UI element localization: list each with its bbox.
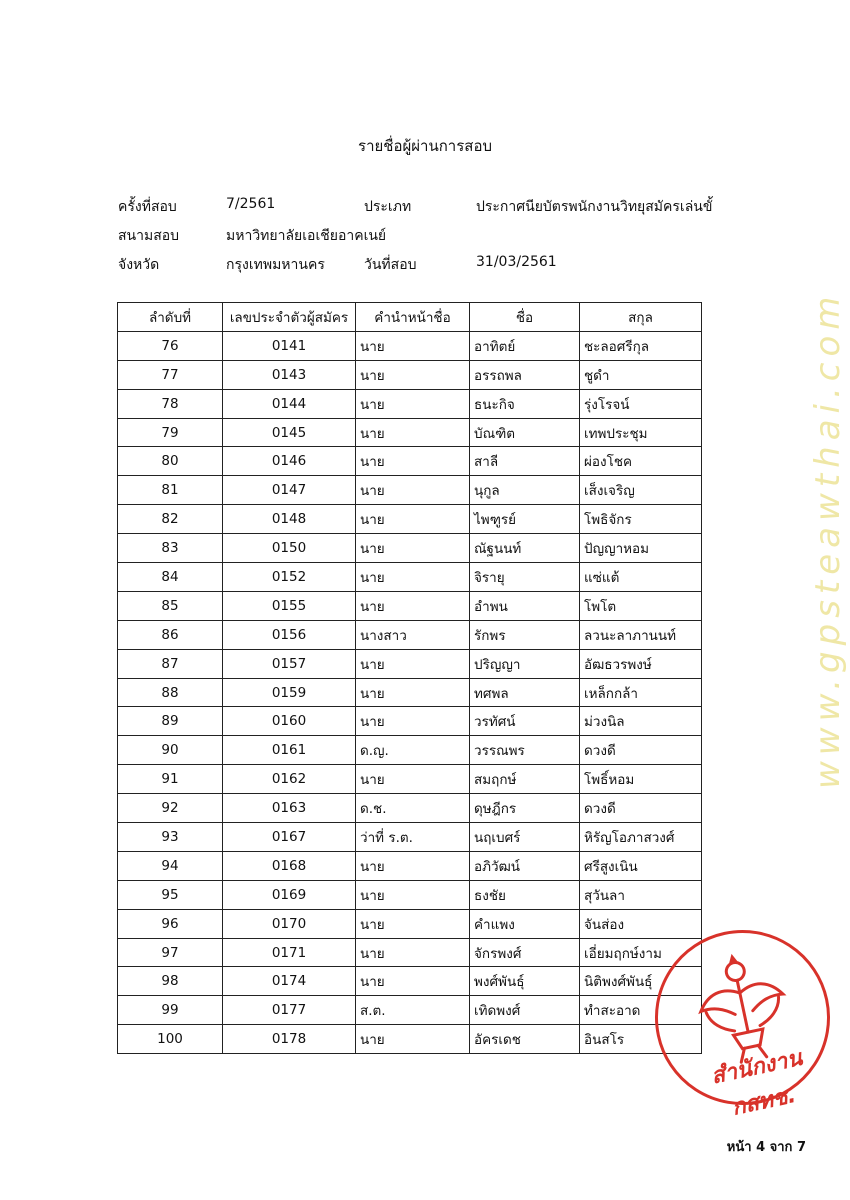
table-row bbox=[118, 476, 702, 505]
cell-last-name: ศรีสูงเนิน bbox=[580, 851, 702, 880]
cell-applicant-id: 0174 bbox=[223, 967, 356, 996]
cell-prefix: นาย bbox=[356, 389, 470, 418]
cell-applicant-id: 0177 bbox=[223, 996, 356, 1025]
cell-prefix: นาย bbox=[356, 563, 470, 592]
cell-applicant-id: 0160 bbox=[223, 707, 356, 736]
table-row bbox=[118, 534, 702, 563]
table-row bbox=[118, 996, 702, 1025]
cell-prefix: นาย bbox=[356, 851, 470, 880]
header-applicant-id: เลขประจำตัวผู้สมัคร bbox=[223, 303, 356, 332]
results-body bbox=[118, 331, 702, 1053]
table-row bbox=[118, 707, 702, 736]
round-label: ครั้งที่สอบ bbox=[118, 199, 177, 215]
table-row bbox=[118, 389, 702, 418]
cell-applicant-id: 0156 bbox=[223, 620, 356, 649]
cell-applicant-id: 0146 bbox=[223, 447, 356, 476]
cell-order: 89 bbox=[118, 707, 223, 736]
cell-order: 94 bbox=[118, 851, 223, 880]
cell-first-name: พงศ์พันธุ์ bbox=[470, 967, 580, 996]
cell-prefix: นาย bbox=[356, 967, 470, 996]
table-row bbox=[118, 360, 702, 389]
type-label: ประเภท bbox=[364, 199, 412, 215]
table-row bbox=[118, 967, 702, 996]
cell-order: 90 bbox=[118, 736, 223, 765]
cell-applicant-id: 0169 bbox=[223, 880, 356, 909]
cell-order: 78 bbox=[118, 389, 223, 418]
cell-order: 87 bbox=[118, 649, 223, 678]
cell-last-name: เอี่ยมฤกษ์งาม bbox=[580, 938, 702, 967]
cell-first-name: ดุษฎีกร bbox=[470, 794, 580, 823]
table-row bbox=[118, 649, 702, 678]
cell-first-name: ณัฐนนท์ bbox=[470, 534, 580, 563]
cell-prefix: นาย bbox=[356, 360, 470, 389]
header-order: ลำดับที่ bbox=[118, 303, 223, 332]
cell-first-name: อรรถพล bbox=[470, 360, 580, 389]
cell-order: 100 bbox=[118, 1025, 223, 1054]
watermark-text: www.gpsteawthai.com bbox=[808, 290, 848, 790]
results-table bbox=[117, 302, 702, 1054]
cell-last-name: ลวนะลาภานนท์ bbox=[580, 620, 702, 649]
table-row bbox=[118, 505, 702, 534]
cell-order: 79 bbox=[118, 418, 223, 447]
cell-prefix: นาย bbox=[356, 707, 470, 736]
cell-applicant-id: 0147 bbox=[223, 476, 356, 505]
province-value: กรุงเทพมหานคร bbox=[226, 257, 325, 273]
cell-first-name: ปริญญา bbox=[470, 649, 580, 678]
cell-prefix: ด.ช. bbox=[356, 794, 470, 823]
cell-order: 84 bbox=[118, 563, 223, 592]
venue-label: สนามสอบ bbox=[118, 228, 180, 244]
cell-first-name: บัณฑิต bbox=[470, 418, 580, 447]
cell-order: 99 bbox=[118, 996, 223, 1025]
table-row bbox=[118, 678, 702, 707]
cell-order: 97 bbox=[118, 938, 223, 967]
cell-first-name: ไพฑูรย์ bbox=[470, 505, 580, 534]
header-prefix: คำนำหน้าชื่อ bbox=[356, 303, 470, 332]
cell-order: 98 bbox=[118, 967, 223, 996]
cell-prefix: นาย bbox=[356, 678, 470, 707]
cell-last-name: หิรัญโอภาสวงศ์ bbox=[580, 823, 702, 852]
cell-first-name: ทศพล bbox=[470, 678, 580, 707]
cell-last-name: เทพประชุม bbox=[580, 418, 702, 447]
cell-first-name: อภิวัฒน์ bbox=[470, 851, 580, 880]
cell-first-name: สาลี bbox=[470, 447, 580, 476]
header-first-name: ชื่อ bbox=[470, 303, 580, 332]
cell-prefix: นางสาว bbox=[356, 620, 470, 649]
table-row bbox=[118, 620, 702, 649]
cell-last-name: ดวงดี bbox=[580, 736, 702, 765]
page-title: รายชื่อผู้ผ่านการสอบ bbox=[358, 137, 492, 155]
cell-first-name: ธงชัย bbox=[470, 880, 580, 909]
cell-last-name: ชะลอศรีกุล bbox=[580, 331, 702, 360]
cell-prefix: ส.ต. bbox=[356, 996, 470, 1025]
cell-first-name: นุกูล bbox=[470, 476, 580, 505]
cell-applicant-id: 0162 bbox=[223, 765, 356, 794]
cell-last-name: จันส่อง bbox=[580, 909, 702, 938]
table-row bbox=[118, 765, 702, 794]
cell-last-name: รุ่งโรจน์ bbox=[580, 389, 702, 418]
cell-order: 80 bbox=[118, 447, 223, 476]
cell-prefix: ว่าที่ ร.ต. bbox=[356, 823, 470, 852]
cell-applicant-id: 0163 bbox=[223, 794, 356, 823]
cell-applicant-id: 0155 bbox=[223, 591, 356, 620]
cell-applicant-id: 0168 bbox=[223, 851, 356, 880]
cell-order: 82 bbox=[118, 505, 223, 534]
cell-prefix: นาย bbox=[356, 505, 470, 534]
cell-order: 86 bbox=[118, 620, 223, 649]
cell-applicant-id: 0170 bbox=[223, 909, 356, 938]
table-row bbox=[118, 880, 702, 909]
cell-last-name: โพธิ์หอม bbox=[580, 765, 702, 794]
cell-applicant-id: 0159 bbox=[223, 678, 356, 707]
cell-prefix: นาย bbox=[356, 880, 470, 909]
page-number: หน้า 4 จาก 7 bbox=[726, 1140, 806, 1155]
cell-last-name: เหล็กกล้า bbox=[580, 678, 702, 707]
cell-order: 81 bbox=[118, 476, 223, 505]
cell-last-name: โพโต bbox=[580, 591, 702, 620]
cell-applicant-id: 0167 bbox=[223, 823, 356, 852]
table-row bbox=[118, 591, 702, 620]
cell-prefix: นาย bbox=[356, 331, 470, 360]
cell-last-name: ม่วงนิล bbox=[580, 707, 702, 736]
cell-first-name: รักพร bbox=[470, 620, 580, 649]
cell-applicant-id: 0145 bbox=[223, 418, 356, 447]
cell-prefix: ด.ญ. bbox=[356, 736, 470, 765]
cell-order: 91 bbox=[118, 765, 223, 794]
cell-applicant-id: 0152 bbox=[223, 563, 356, 592]
header-last-name: สกุล bbox=[580, 303, 702, 332]
cell-last-name: ชูดำ bbox=[580, 360, 702, 389]
cell-first-name: อัครเดช bbox=[470, 1025, 580, 1054]
table-row bbox=[118, 447, 702, 476]
cell-last-name: ปัญญาหอม bbox=[580, 534, 702, 563]
table-row bbox=[118, 851, 702, 880]
cell-prefix: นาย bbox=[356, 418, 470, 447]
cell-applicant-id: 0148 bbox=[223, 505, 356, 534]
cell-last-name: แซ่แต้ bbox=[580, 563, 702, 592]
venue-value: มหาวิทยาลัยเอเชียอาคเนย์ bbox=[226, 228, 387, 244]
cell-applicant-id: 0144 bbox=[223, 389, 356, 418]
table-row bbox=[118, 794, 702, 823]
exam-date-label: วันที่สอบ bbox=[364, 257, 417, 273]
cell-prefix: นาย bbox=[356, 938, 470, 967]
cell-first-name: เทิดพงศ์ bbox=[470, 996, 580, 1025]
cell-applicant-id: 0178 bbox=[223, 1025, 356, 1054]
cell-applicant-id: 0171 bbox=[223, 938, 356, 967]
cell-order: 77 bbox=[118, 360, 223, 389]
table-row bbox=[118, 331, 702, 360]
cell-prefix: นาย bbox=[356, 447, 470, 476]
cell-prefix: นาย bbox=[356, 591, 470, 620]
cell-first-name: จักรพงศ์ bbox=[470, 938, 580, 967]
table-row bbox=[118, 563, 702, 592]
cell-first-name: อาทิตย์ bbox=[470, 331, 580, 360]
seal-text: สำนักงาน กสทช. bbox=[709, 1045, 805, 1121]
cell-last-name: ทำสะอาด bbox=[580, 996, 702, 1025]
table-row bbox=[118, 938, 702, 967]
cell-last-name: เส็งเจริญ bbox=[580, 476, 702, 505]
cell-applicant-id: 0157 bbox=[223, 649, 356, 678]
cell-prefix: นาย bbox=[356, 909, 470, 938]
table-row bbox=[118, 1025, 702, 1054]
cell-first-name: สมฤกษ์ bbox=[470, 765, 580, 794]
cell-last-name: อัฒธวรพงษ์ bbox=[580, 649, 702, 678]
cell-first-name: อำพน bbox=[470, 591, 580, 620]
cell-first-name: ธนะกิจ bbox=[470, 389, 580, 418]
cell-last-name: สุวันลา bbox=[580, 880, 702, 909]
cell-applicant-id: 0150 bbox=[223, 534, 356, 563]
province-label: จังหวัด bbox=[118, 257, 160, 273]
cell-first-name: นฤเบศร์ bbox=[470, 823, 580, 852]
cell-applicant-id: 0161 bbox=[223, 736, 356, 765]
exam-date-value: 31/03/2561 bbox=[476, 254, 557, 270]
cell-applicant-id: 0143 bbox=[223, 360, 356, 389]
cell-first-name: วรทัศน์ bbox=[470, 707, 580, 736]
cell-last-name: ดวงดี bbox=[580, 794, 702, 823]
cell-order: 88 bbox=[118, 678, 223, 707]
cell-first-name: จิรายุ bbox=[470, 563, 580, 592]
cell-order: 92 bbox=[118, 794, 223, 823]
cell-first-name: คำแพง bbox=[470, 909, 580, 938]
table-row bbox=[118, 418, 702, 447]
cell-applicant-id: 0141 bbox=[223, 331, 356, 360]
cell-last-name: ผ่องโชค bbox=[580, 447, 702, 476]
round-value: 7/2561 bbox=[226, 196, 276, 212]
table-row bbox=[118, 736, 702, 765]
cell-prefix: นาย bbox=[356, 476, 470, 505]
cell-prefix: นาย bbox=[356, 765, 470, 794]
cell-order: 95 bbox=[118, 880, 223, 909]
cell-order: 93 bbox=[118, 823, 223, 852]
table-row bbox=[118, 909, 702, 938]
cell-order: 96 bbox=[118, 909, 223, 938]
cell-last-name: อินสโร bbox=[580, 1025, 702, 1054]
cell-last-name: นิติพงศ์พันธุ์ bbox=[580, 967, 702, 996]
table-row bbox=[118, 823, 702, 852]
table-header-row bbox=[118, 303, 702, 332]
cell-prefix: นาย bbox=[356, 1025, 470, 1054]
type-value: ประกาศนียบัตรพนักงานวิทยุสมัครเล่นขั้ bbox=[476, 199, 713, 215]
cell-prefix: นาย bbox=[356, 534, 470, 563]
cell-order: 85 bbox=[118, 591, 223, 620]
cell-order: 76 bbox=[118, 331, 223, 360]
cell-last-name: โพธิจักร bbox=[580, 505, 702, 534]
cell-order: 83 bbox=[118, 534, 223, 563]
cell-first-name: วรรณพร bbox=[470, 736, 580, 765]
cell-prefix: นาย bbox=[356, 649, 470, 678]
